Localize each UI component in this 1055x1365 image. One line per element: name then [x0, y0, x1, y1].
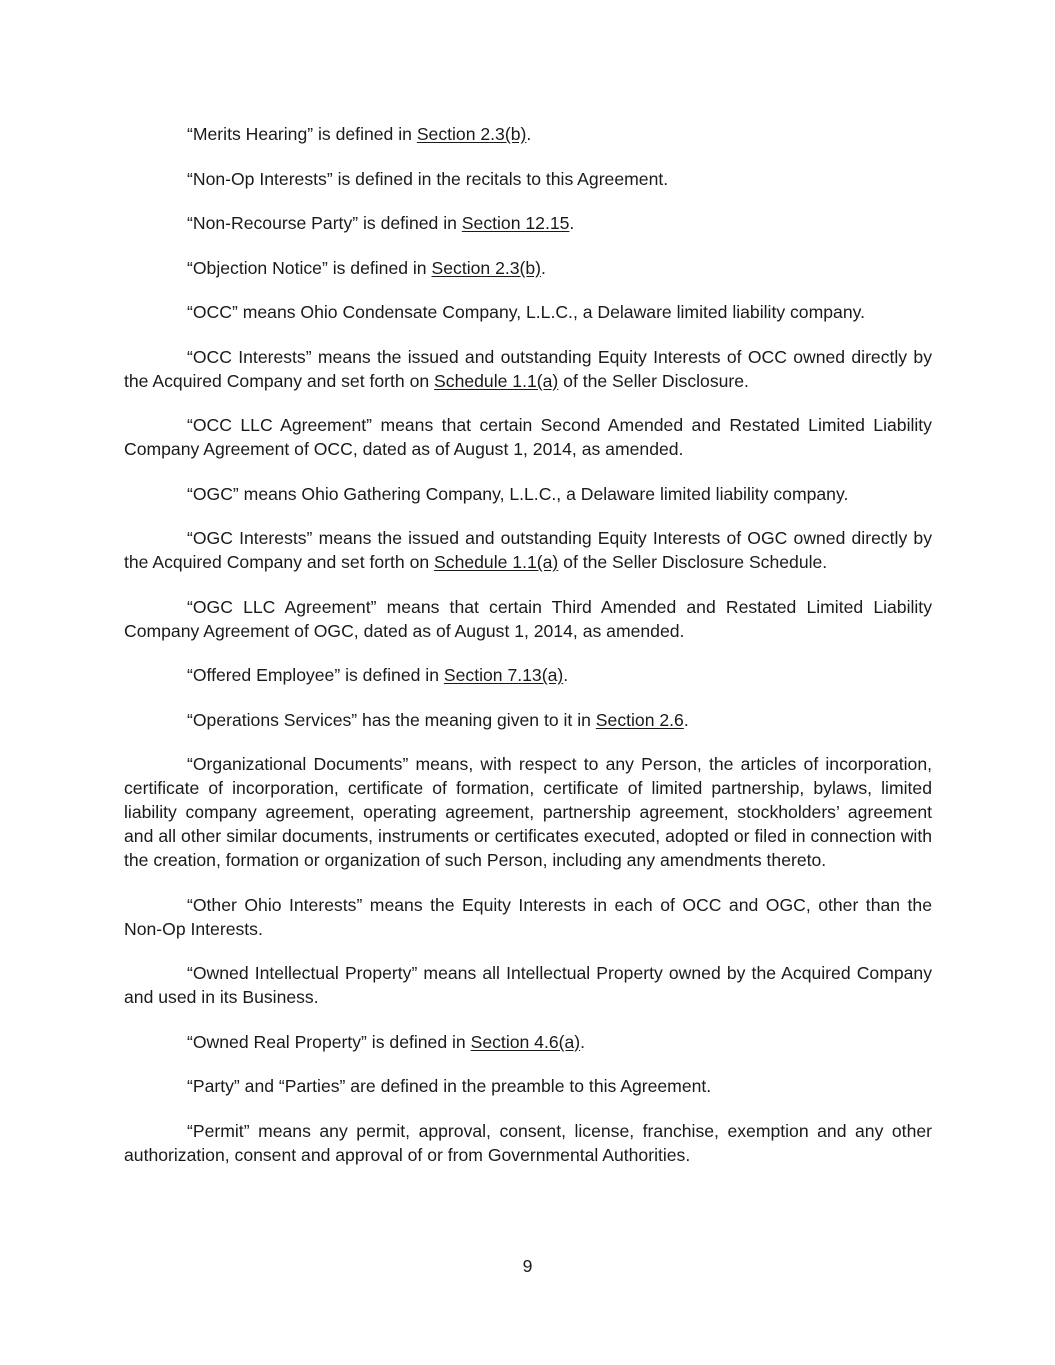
definition-occ: [124, 300, 932, 324]
definition-operations-services: [124, 708, 932, 732]
term: “OGC Interests”: [187, 528, 313, 548]
definition-ogc-interests: [124, 526, 932, 574]
definition-text: is defined in: [366, 1031, 471, 1052]
schedule-reference-link[interactable]: Schedule 1.1(a): [434, 370, 559, 391]
definition-text: means the issued and outstanding Equity Interests of OGC owned directly by the Acquired Company and set forth on: [124, 528, 932, 572]
term: “Owned Intellectual Property”: [187, 963, 418, 983]
term: “Offered Employee”: [187, 665, 341, 685]
definition-owned-real-property: [124, 1030, 932, 1054]
definition-occ-llc-agreement: [124, 413, 932, 461]
definition-ogc-llc-agreement: [124, 595, 932, 643]
term: “Non-Op Interests”: [187, 168, 333, 189]
definition-non-op-interests: [124, 167, 932, 191]
term: “OCC”: [187, 302, 238, 322]
definition-other-ohio-interests: [124, 893, 932, 941]
definition-text: has the meaning given to it in: [357, 709, 596, 730]
definition-text: is defined in the recitals to this Agreement.: [332, 168, 669, 189]
term: “OGC LLC Agreement”: [187, 596, 377, 617]
document-page: [124, 122, 932, 1187]
definition-text: means Ohio Gathering Company, L.L.C., a Delaware limited liability company.: [238, 483, 849, 504]
term: “Party”: [187, 1076, 240, 1096]
definition-owned-intellectual-property: [124, 961, 932, 1009]
definition-text: .: [563, 665, 569, 685]
section-reference-link[interactable]: Section 2.3(b): [416, 124, 527, 144]
schedule-reference-link[interactable]: Schedule 1.1(a): [434, 552, 559, 572]
definition-text: of the Seller Disclosure Schedule.: [558, 552, 828, 572]
term: “OCC LLC Agreement”: [187, 415, 373, 435]
definition-text: means Ohio Condensate Company, L.L.C., a Delaware limited liability company.: [237, 302, 865, 322]
term: “Objection Notice”: [187, 257, 328, 278]
definition-text: .: [580, 1031, 586, 1052]
term: “Non-Recourse Party”: [187, 213, 359, 233]
definition-offered-employee: [124, 663, 932, 687]
term: “Organizational Documents”: [187, 754, 409, 774]
definition-party: [124, 1074, 932, 1098]
definition-merits-hearing: [124, 122, 932, 146]
section-reference-link[interactable]: Section 12.15: [461, 213, 570, 233]
section-reference-link[interactable]: Section 7.13(a): [443, 665, 564, 685]
definition-text: is defined in: [327, 257, 432, 278]
term: “Merits Hearing”: [187, 124, 314, 144]
section-reference-link[interactable]: Section 2.6: [595, 709, 684, 730]
section-reference-link[interactable]: Section 4.6(a): [470, 1031, 581, 1052]
term: “OCC Interests”: [187, 346, 312, 367]
definition-occ-interests: [124, 345, 932, 393]
definition-text: means the Equity Interests in each of OCC and OGC, other than the Non-Op Interests.: [124, 894, 932, 939]
definition-text: .: [526, 124, 532, 144]
definition-organizational-documents: [124, 752, 932, 872]
section-reference-link[interactable]: Section 2.3(b): [431, 257, 542, 278]
definition-text: means that certain Second Amended and Restated Limited Liability Company Agreement of OCC, dated as of August 1, 2014, as amended.: [124, 415, 932, 459]
term: “Owned Real Property”: [187, 1031, 367, 1052]
definition-text: is defined in: [358, 213, 462, 233]
term: “Operations Services”: [187, 709, 358, 730]
definition-text: is defined in: [340, 665, 444, 685]
definition-text: means all Intellectual Property owned by the Acquired Company and used in its Business.: [124, 963, 933, 1007]
definition-text: .: [683, 709, 689, 730]
definition-text: of the Seller Disclosure.: [558, 370, 749, 391]
page-number: 9: [522, 1256, 533, 1276]
term: “OGC”: [187, 483, 239, 504]
definition-non-recourse-party: [124, 211, 932, 235]
definition-text: .: [541, 257, 546, 278]
definition-text: .: [569, 213, 575, 233]
term: “Permit”: [187, 1120, 250, 1141]
definition-objection-notice: [124, 256, 932, 280]
definition-text: means that certain Third Amended and Restated Limited Liability Company Agreement of OGC, dated as of August 1, 2014, as amended.: [124, 596, 932, 641]
definition-text: means any permit, approval, consent, license, franchise, exemption and any other authorization, consent and approval of or from Governmental Authorities.: [124, 1120, 932, 1165]
definition-text: and “Parties” are defined in the preamble to this Agreement.: [239, 1076, 712, 1096]
definition-permit: [124, 1119, 932, 1167]
definition-text: is defined in: [313, 124, 417, 144]
definition-text: means, with respect to any Person, the articles of incorporation, certificate of incorporation, certificate of formation, certificate of limited partnership, bylaws, limited liability company agreement, operating agreement, partnership agreement, stockholders’ agreement and all other similar documents, instruments or certificates executed, adopted or filed in connection with the creation, formation or organization of such Person, including any amendments thereto.: [124, 754, 932, 870]
term: “Other Ohio Interests”: [187, 894, 363, 915]
definition-ogc: [124, 482, 932, 506]
definition-text: means the issued and outstanding Equity Interests of OCC owned directly by the Acquired Company and set forth on: [124, 346, 932, 391]
